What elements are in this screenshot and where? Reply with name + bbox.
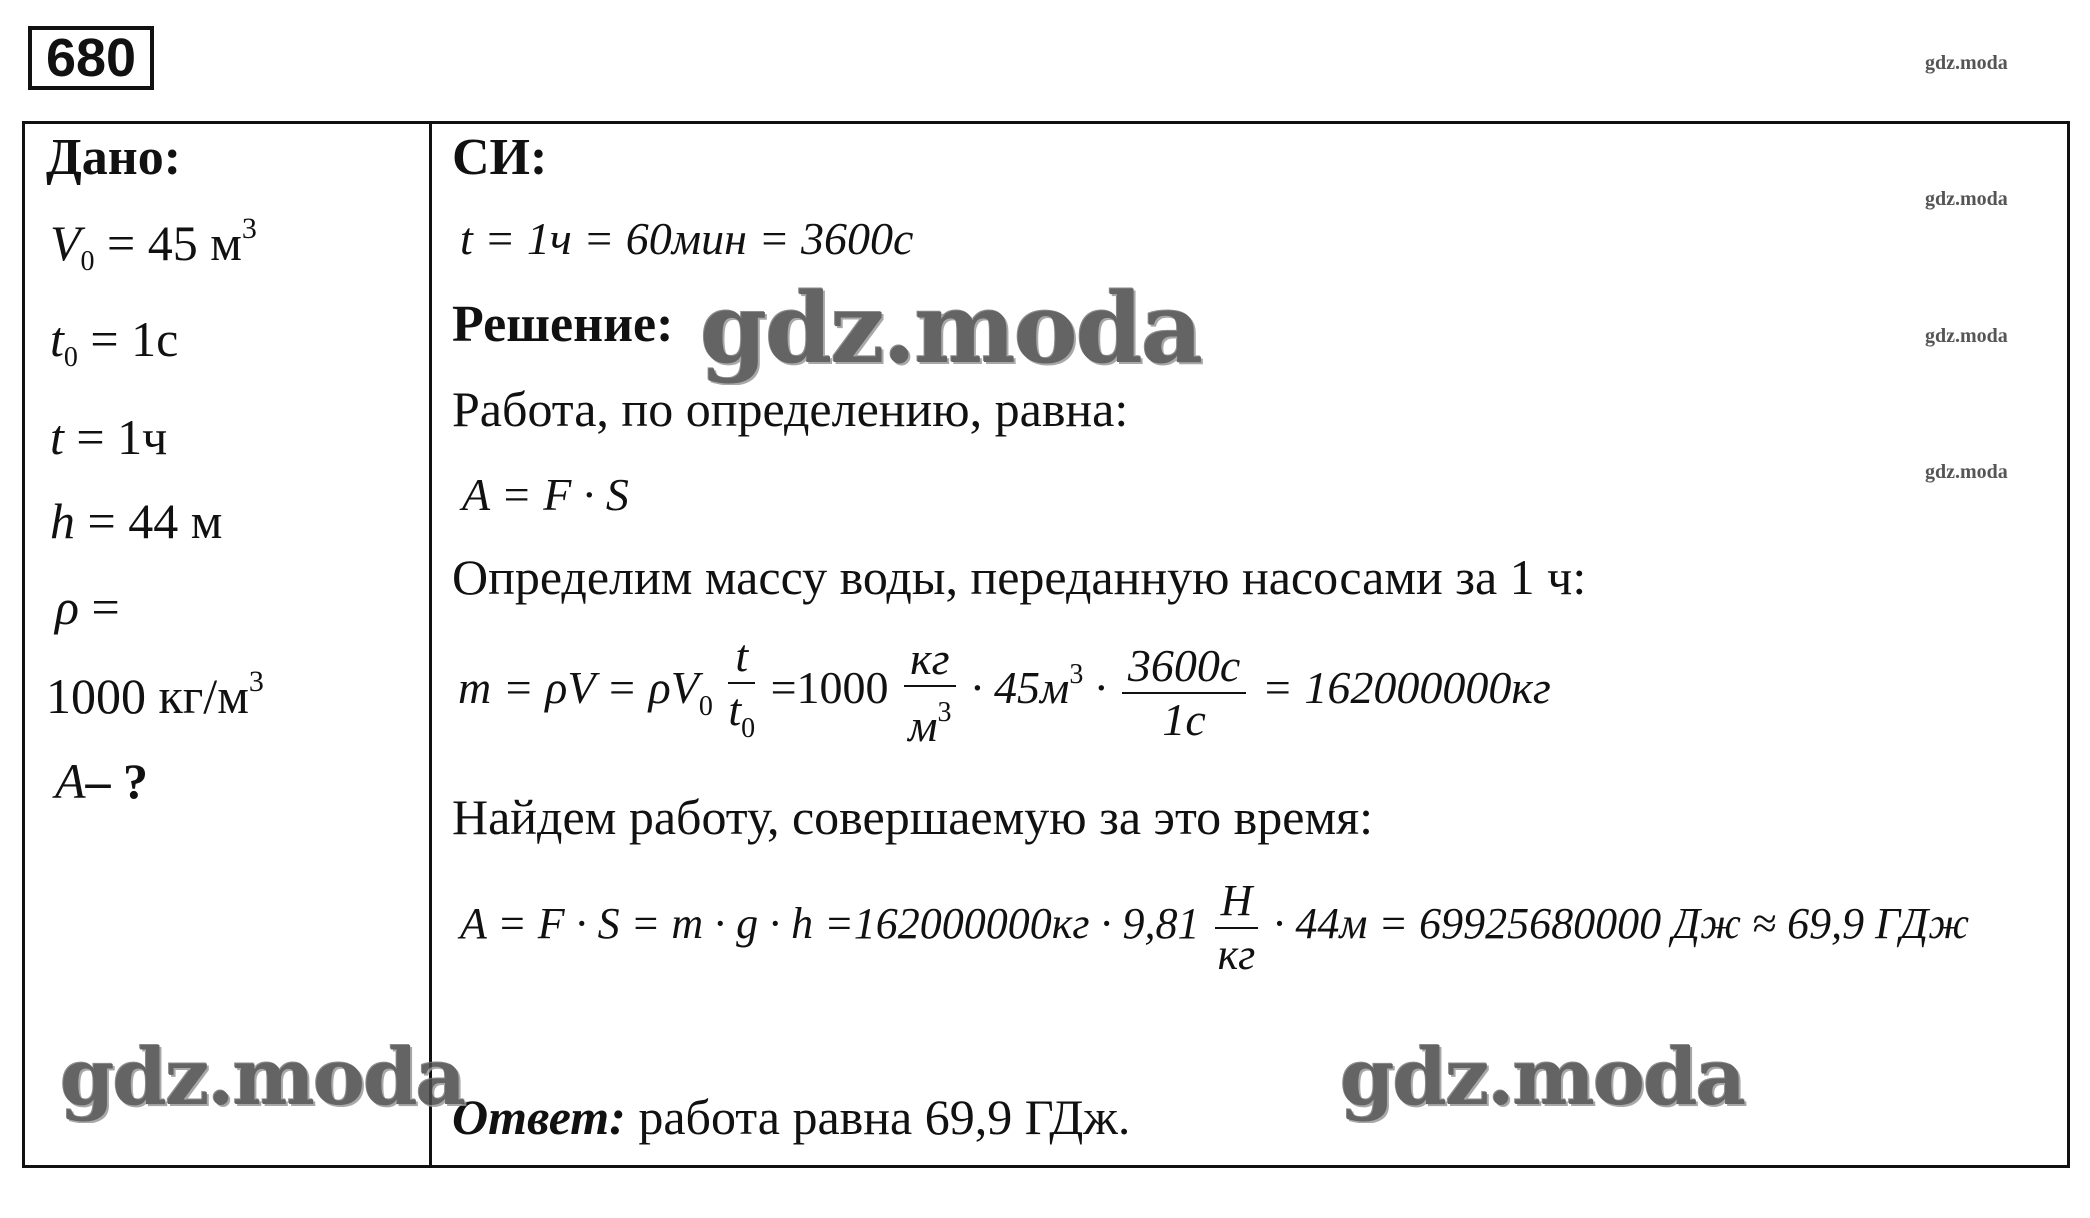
fraction-time-ratio: $\frac{3600с}{1с}$ [1122,640,1246,746]
given-h: h = 44 м [50,493,223,549]
watermark-small: gdz.moda [1925,325,2008,347]
watermark-large: gdz.moda [700,272,1202,385]
work-calculation: A = F · S = m · g · h =162000000кг · 9,81 $\frac{Н}{кг}$ · 44м = 69925680000 Дж ≈ 69,9 ГДж [460,876,1970,979]
given-rho: ρ = [55,579,120,635]
watermark-small: gdz.moda [1925,188,2008,210]
answer: Ответ: работа равна 69,9 ГДж. [452,1089,1131,1145]
si-time-conversion: t = 1ч = 60мин = 3600с [460,213,914,264]
solution-line-2: Определим массу воды, переданную насосами за 1 ч: [452,549,1587,605]
given-v0: $V_0 = 45$ $м^3$ [50,212,257,277]
si-heading: СИ: [452,129,548,186]
fraction-newton-per-kg: $\frac{Н}{кг}$ [1215,875,1259,981]
work-formula: A = F · S [462,469,629,520]
solution-heading: Решение: [452,296,674,353]
given-heading: Дано: [46,129,182,186]
solution-line-1: Работа, по определению, равна: [452,381,1129,437]
given-t0: $t_0 = 1с$ [50,311,179,373]
column-divider [429,121,432,1168]
given-find: A– ? [55,753,149,809]
watermark-large: gdz.moda [1340,1032,1745,1123]
solution-line-3: Найдем работу, совершаемую за это время: [452,789,1373,845]
given-rho-value: 1000 $кг/м^3$ [46,665,264,724]
mass-formula: $m = \rho V = \rho V_0$ $\frac{t}{t_0}$ =1000 $\frac{кг}{м^3}$ · $45м^3$ · $\frac{3600с}{1с}$ = 162000000кг [458,630,1551,755]
given-t: t = 1ч [50,409,168,465]
watermark-small: gdz.moda [1925,52,2008,74]
fraction-time: $\frac{t}{t_0}$ [728,630,756,744]
fraction-density-unit: $\frac{кг}{м^3}$ [904,633,955,752]
watermark-small: gdz.moda [1925,461,2008,483]
problem-number: 680 [28,26,154,90]
watermark-large: gdz.moda [60,1032,465,1123]
